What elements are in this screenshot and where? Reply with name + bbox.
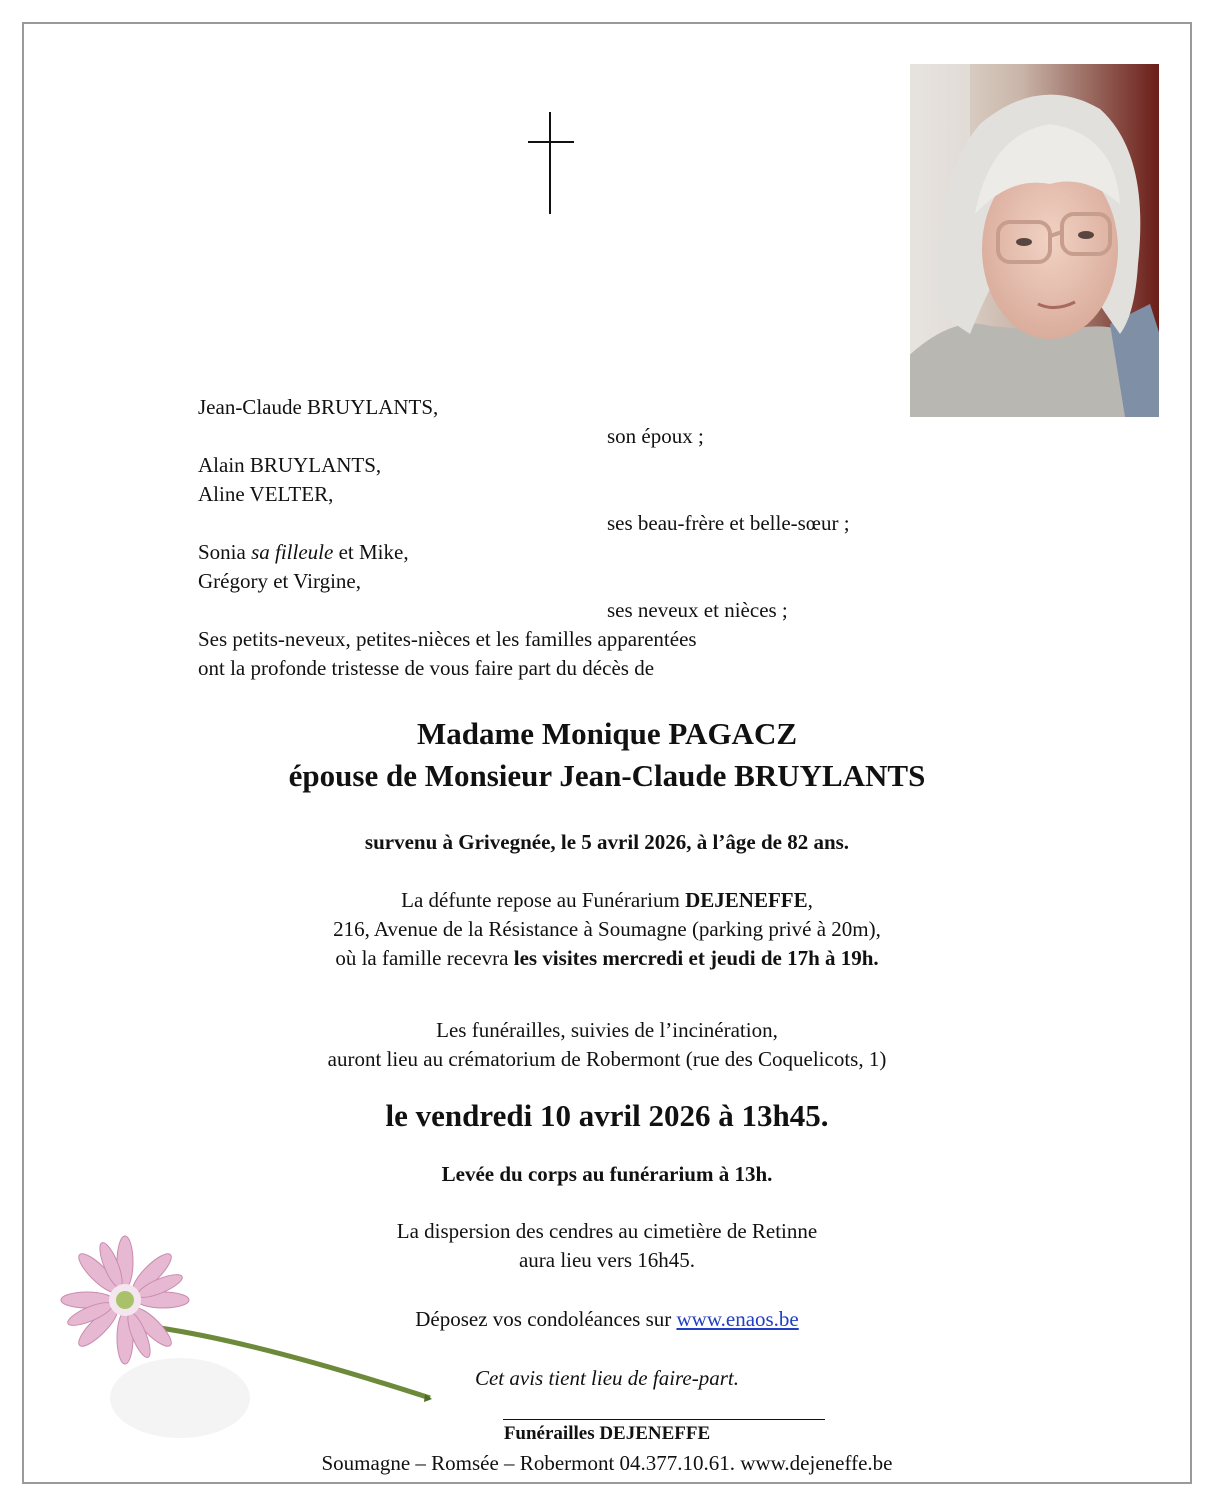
family-text: Sonia <box>198 540 252 564</box>
visit-hours: les visites mercredi et jeudi de 17h à 19h. <box>513 946 879 970</box>
condolences-link[interactable]: www.enaos.be <box>676 1307 799 1331</box>
family-italic-text: sa filleule <box>251 540 334 564</box>
family-line: Ses petits-neveux, petites-nièces et les familles apparentées <box>198 627 697 651</box>
family-line: ont la profonde tristesse de vous faire part du décès de <box>198 656 655 680</box>
death-info: survenu à Grivegnée, le 5 avril 2026, à l’âge de 82 ans. <box>364 830 850 854</box>
family-line: Aline VELTER, <box>198 482 334 506</box>
dispersion-line: aura lieu vers 16h45. <box>518 1248 696 1272</box>
relation-line: ses beau-frère et belle-sœur ; <box>607 511 850 535</box>
repose-text: , <box>807 888 813 912</box>
cross-icon <box>528 112 574 214</box>
footer-divider <box>503 1419 825 1420</box>
repose-line <box>0 886 1214 915</box>
dispersion-line: La dispersion des cendres au cimetière de Retinne <box>396 1219 818 1243</box>
deceased-name: Madame Monique PAGACZ <box>416 716 798 751</box>
deceased-spouse: épouse de Monsieur Jean-Claude BRUYLANTS <box>288 758 926 793</box>
portrait-photo <box>910 64 1159 417</box>
footer-info: Soumagne – Romsée – Robermont 04.377.10.61. www.dejeneffe.be <box>321 1451 893 1475</box>
relation-line: son époux ; <box>607 424 704 448</box>
flower-decoration <box>60 1228 440 1488</box>
family-text: et Mike, <box>333 540 409 564</box>
repose-text: La défunte repose au Funérarium <box>401 888 686 912</box>
repose-text: où la famille recevra <box>335 946 514 970</box>
family-line: Grégory et Virgine, <box>198 569 362 593</box>
relation-line: ses neveux et nièces ; <box>607 598 788 622</box>
funeral-line: Les funérailles, suivies de l’incinération, <box>436 1018 778 1042</box>
funeral-home-name: DEJENEFFE <box>685 888 808 912</box>
family-line: Jean-Claude BRUYLANTS, <box>198 395 439 419</box>
funeral-date: le vendredi 10 avril 2026 à 13h45. <box>385 1098 829 1133</box>
levee-info: Levée du corps au funérarium à 13h. <box>441 1162 773 1186</box>
family-line <box>198 538 409 567</box>
condolences-text: Déposez vos condoléances sur <box>415 1307 677 1331</box>
repose-address: 216, Avenue de la Résistance à Soumagne (parking privé à 20m), <box>333 917 881 941</box>
footer-company: Funérailles DEJENEFFE <box>503 1423 711 1444</box>
repose-visits <box>0 944 1214 973</box>
funeral-line: auront lieu au crématorium de Robermont (rue des Coquelicots, 1) <box>327 1047 887 1071</box>
notice-italic: Cet avis tient lieu de faire-part. <box>474 1366 739 1390</box>
family-line: Alain BRUYLANTS, <box>198 453 382 477</box>
